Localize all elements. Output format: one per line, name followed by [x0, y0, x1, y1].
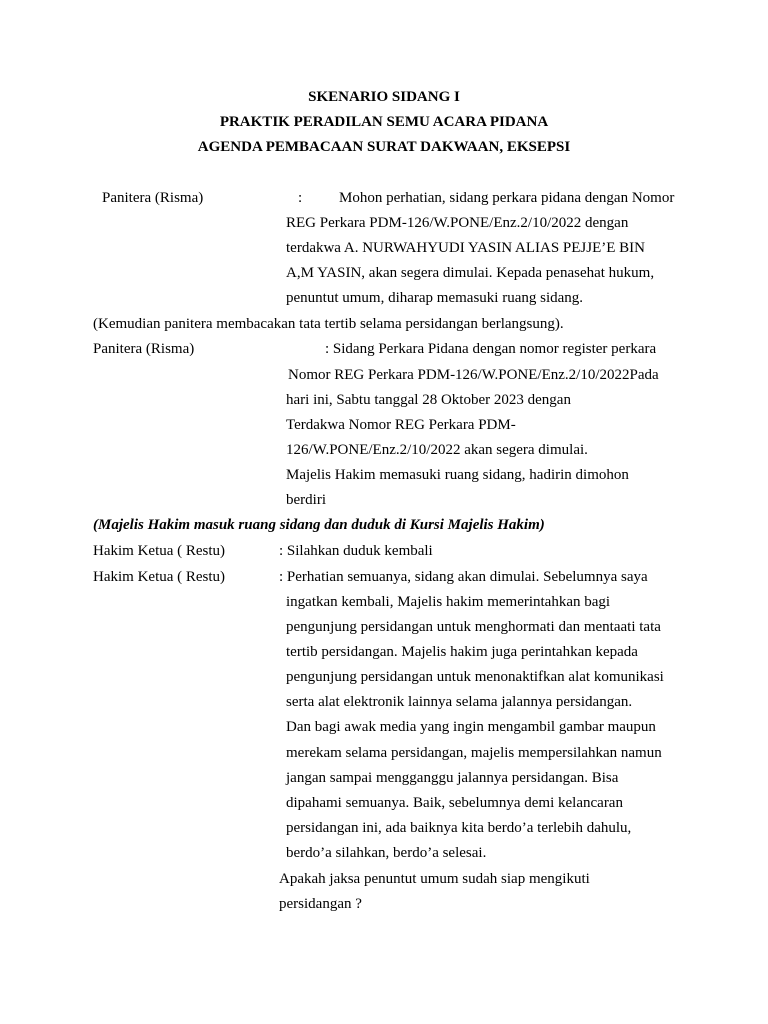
speaker-hakim-ketua-1: Hakim Ketua ( Restu)	[93, 543, 226, 559]
heading-line-3: AGENDA PEMBACAAN SURAT DAKWAAN, EKSEPSI	[197, 139, 571, 155]
dialog-line: : Perhatian semuanya, sidang akan dimulai. Sebelumnya saya	[279, 569, 648, 585]
heading-line-2: PRAKTIK PERADILAN SEMU ACARA PIDANA	[219, 114, 549, 130]
dialog-line: Apakah jaksa penuntut umum sudah siap mengikuti	[279, 871, 590, 887]
dialog-line: REG Perkara PDM-126/W.PONE/Enz.2/10/2022 dengan	[286, 215, 629, 231]
dialog-line: pengunjung persidangan untuk menghormati dan mentaati tata	[286, 619, 661, 635]
dialog-line: penuntut umum, diharap memasuki ruang sidang.	[286, 290, 584, 306]
dialog-line: ingatkan kembali, Majelis hakim memerintahkan bagi	[286, 594, 611, 610]
speaker-hakim-ketua-2: Hakim Ketua ( Restu)	[93, 569, 226, 585]
dialog-line: persidangan ?	[279, 896, 362, 912]
dialog-line: merekam selama persidangan, majelis mempersilahkan namun	[286, 745, 662, 761]
heading-line-1: SKENARIO SIDANG I	[308, 89, 460, 105]
speaker-panitera-2: Panitera (Risma)	[93, 341, 195, 357]
dialog-line: Nomor REG Perkara PDM-126/W.PONE/Enz.2/10/2022Pada	[288, 367, 659, 383]
stage-direction: (Majelis Hakim masuk ruang sidang dan duduk di Kursi Majelis Hakim)	[93, 517, 545, 533]
speaker-colon: :	[298, 190, 303, 206]
dialog-line: serta alat elektronik lainnya selama jalannya persidangan.	[286, 694, 633, 710]
dialog-line: tertib persidangan. Majelis hakim juga perintahkan kepada	[286, 644, 638, 660]
dialog-line: hari ini, Sabtu tanggal 28 Oktober 2023 dengan	[286, 392, 571, 408]
stage-direction: (Kemudian panitera membacakan tata tertib selama persidangan berlangsung).	[93, 316, 564, 332]
dialog-line: berdiri	[286, 492, 326, 508]
dialog-line: berdo’a silahkan, berdo’a selesai.	[286, 845, 487, 861]
dialog-line: jangan sampai mengganggu jalannya persidangan. Bisa	[286, 770, 619, 786]
dialog-line: terdakwa A. NURWAHYUDI YASIN ALIAS PEJJE’E BIN	[286, 240, 646, 256]
dialog-line: Terdakwa Nomor REG Perkara PDM-	[286, 417, 516, 433]
dialog-line: : Sidang Perkara Pidana dengan nomor register perkara	[325, 341, 657, 357]
speaker-panitera-1: Panitera (Risma)	[102, 190, 204, 206]
dialog-line: Majelis Hakim memasuki ruang sidang, hadirin dimohon	[286, 467, 629, 483]
dialog-line: : Silahkan duduk kembali	[279, 543, 433, 559]
dialog-line: dipahami semuanya. Baik, sebelumnya demi kelancaran	[286, 795, 623, 811]
dialog-line: pengunjung persidangan untuk menonaktifkan alat komunikasi	[286, 669, 664, 685]
dialog-line: 126/W.PONE/Enz.2/10/2022 akan segera dimulai.	[286, 442, 588, 458]
dialog-line: Dan bagi awak media yang ingin mengambil gambar maupun	[286, 719, 656, 735]
dialog-line: Mohon perhatian, sidang perkara pidana dengan Nomor	[339, 190, 675, 206]
dialog-line: A,M YASIN, akan segera dimulai. Kepada penasehat hukum,	[286, 265, 655, 281]
dialog-line: persidangan ini, ada baiknya kita berdo’a terlebih dahulu,	[286, 820, 632, 836]
